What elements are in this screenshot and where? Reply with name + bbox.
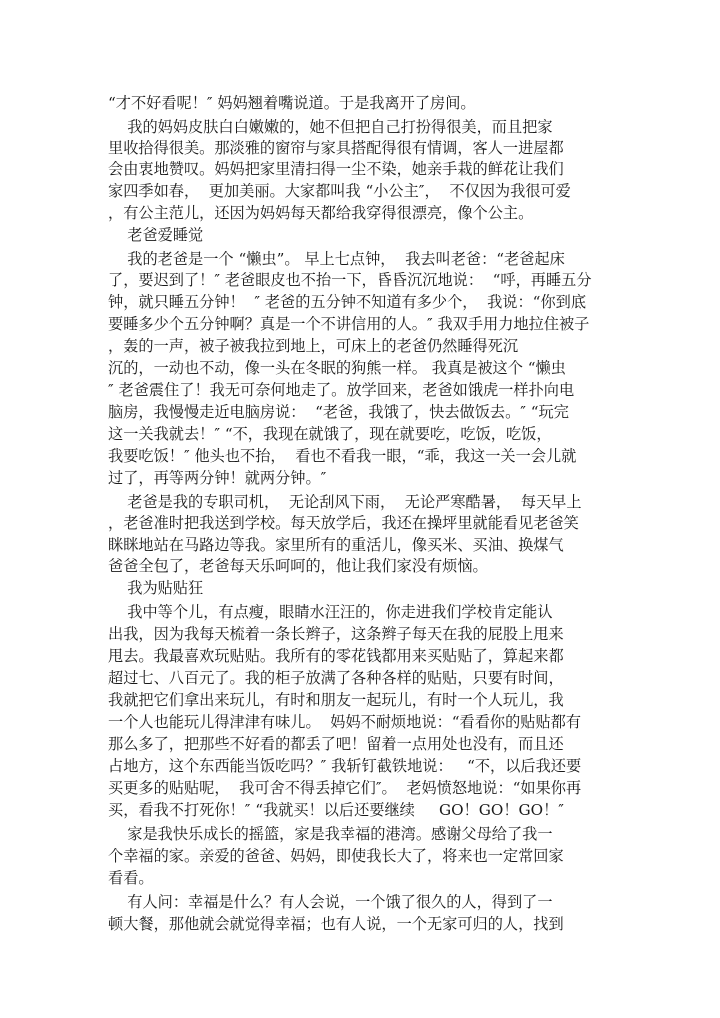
text-line: 一个人也能玩儿得津津有味儿。 妈妈不耐烦地说：“看看你的贴贴都有 [108,713,582,731]
text-line: 过了，再等两分钟！就两分钟。″ [108,469,327,487]
text-line: 顿大餐，那他就会就觉得幸福；也有人说，一个无家可归的人，找到 [108,915,564,933]
text-line: 超过七、八百元了。我的柜子放满了各种各样的贴贴，只要有时间， [108,669,564,687]
text-line: ，有公主范儿，还因为妈妈每天都给我穿得很漂亮，像个公主。 [108,204,534,222]
text-line: ，轰的一声，被子被我拉到地上，可床上的老爸仍然睡得死沉 [108,337,519,355]
text-line: 占地方，这个东西能当饭吃吗？″ 我斩钉截铁地说： “不，以后我还要 [108,757,582,775]
text-line: 我的老爸是一个 “懒虫”。 早上七点钟， 我去叫老爸：“老爸起床 [108,250,565,268]
text-line: 买更多的贴贴呢， 我可舍不得丢掉它们″。 老妈愤怒地说：“如果你再 [108,779,582,797]
text-line: 看看。 [108,869,154,887]
text-line: 爸爸全包了，老爸每天乐呵呵的，他让我们家没有烦恼。 [108,557,488,575]
section-heading: 我为贴贴狂 [108,579,204,597]
text-line: 老爸是我的专职司机， 无论刮风下雨， 无论严寒酷暑， 每天早上 [108,493,582,511]
text-line: 脑房，我慢慢走近电脑房说： “老爸，我饿了，快去做饭去。″ “玩完 [108,403,569,421]
text-line: 我的妈妈皮肤白白嫩嫩的，她不但把自己打扮得很美，而且把家 [108,118,553,136]
text-line: 我要吃饭！″ 他头也不抬， 看也不看我一眼，“乖，我这一关一会儿就 [108,447,577,465]
section-heading: 老爸爱睡觉 [108,226,204,244]
text-line: 家是我快乐成长的摇篮，家是我幸福的港湾。感谢父母给了我一 [108,825,553,843]
text-line: ″ 老爸震住了！我无可奈何地走了。放学回来，老爸如饿虎一样扑向电 [108,381,575,399]
text-line: 沉的，一动也不动，像一头在冬眠的狗熊一样。 我真是被这个 “懒虫 [108,359,566,377]
text-line: 个幸福的家。亲爱的爸爸、妈妈，即使我长大了，将来也一定常回家 [108,847,564,865]
text-line: 这一关我就去！″ “不，我现在就饿了，现在就要吃，吃饭，吃饭， [108,425,552,443]
text-line: 那么多了，把那些不好看的都丢了吧！留着一点用处也没有，而且还 [108,735,564,753]
text-line: 买，看我不打死你！″ “我就买！以后还要继续 GO！GO！GO！″ [108,801,564,819]
text-line: 我中等个儿，有点瘦，眼睛水汪汪的，你走进我们学校肯定能认 [108,603,553,621]
text-line: 里收拾得很美。那淡雅的窗帘与家具搭配得很有情调，客人一进屋都 [108,139,564,157]
text-line: 眯眯地站在马路边等我。家里所有的重活儿，像买米、买油、换煤气 [108,536,564,554]
text-line: 要睡多少个五分钟啊？真是一个不讲信用的人。″ 我双手用力地拉住被子 [108,315,590,333]
text-line: 我就把它们拿出来玩儿，有时和朋友一起玩儿，有时一个人玩儿，我 [108,691,564,709]
text-line: 出我，因为我每天梳着一条长辫子，这条辫子每天在我的屁股上甩来 [108,625,564,643]
text-line: “才不好看呢！″ 妈妈翘着嘴说道。于是我离开了房间。 [108,94,476,112]
text-line: 会由衷地赞叹。妈妈把家里清扫得一尘不染，她亲手栽的鲜花让我们 [108,160,564,178]
text-line: 有人问：幸福是什么？有人会说，一个饿了很久的人，得到了一 [108,893,553,911]
text-line: 了，要迟到了！″ 老爸眼皮也不抬一下，昏昏沉沉地说： “呼，再睡五分 [108,271,592,289]
text-line: 家四季如春， 更加美丽。大家都叫我 “小公主″， 不仅因为我很可爱 [108,182,571,200]
text-line: 甩去。我最喜欢玩贴贴。我所有的零花钱都用来买贴贴了，算起来都 [108,647,564,665]
text-line: 钟，就只睡五分钟！ ″ 老爸的五分钟不知道有多少个， 我说：“你到底 [108,293,587,311]
text-line: ，老爸准时把我送到学校。每天放学后，我还在操坪里就能看见老爸笑 [108,514,579,532]
